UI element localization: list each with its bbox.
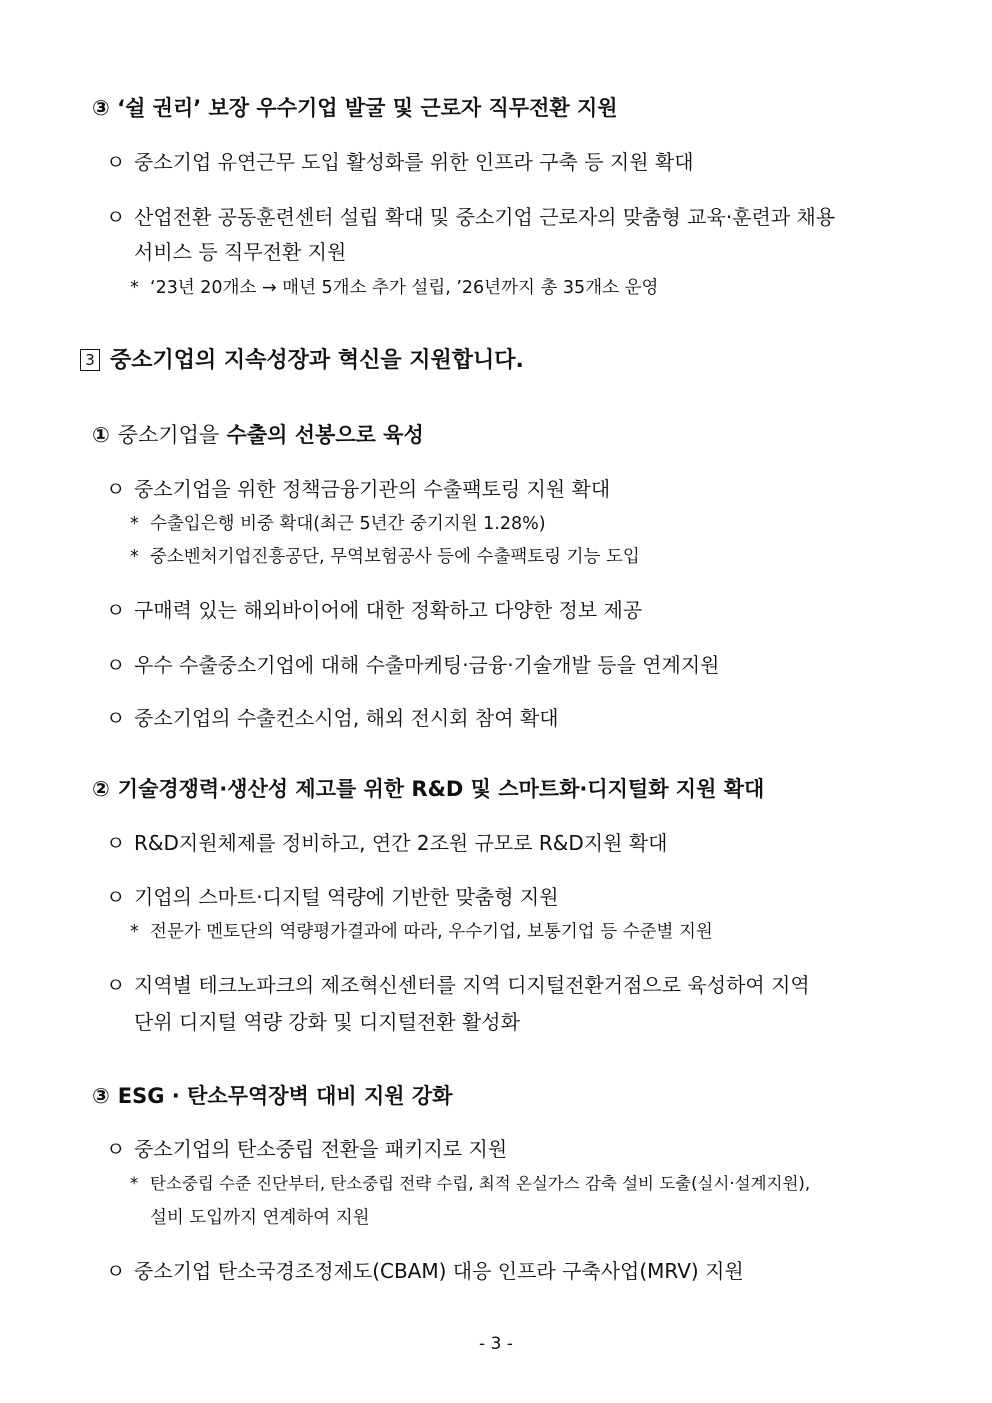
bullet-item: ㅇ 지역별 테크노파크의 제조혁신센터를 지역 디지털전환거점으로 육성하여 지역: [106, 973, 810, 997]
note-continuation: 설비 도입까지 연계하여 지원: [150, 1208, 370, 1228]
subsection-heading: ① 중소기업을 수출의 선봉으로 육성: [92, 423, 424, 447]
note-item: * 중소벤처기업진흥공단, 무역보험공사 등에 수출팩토링 기능 도입: [130, 547, 640, 567]
bullet-item: ㅇ 중소기업을 위한 정책금융기관의 수출팩토링 지원 확대: [106, 477, 611, 501]
bullet-continuation: 서비스 등 직무전환 지원: [134, 240, 347, 264]
subsection-heading: ③ ESG · 탄소무역장벽 대비 지원 강화: [92, 1084, 453, 1108]
note-item: * ‘23년 20개소 → 매년 5개소 추가 설립, ’26년까지 총 35개소 운영: [130, 278, 659, 298]
page-number: - 3 -: [479, 1334, 513, 1354]
section-heading: 3 중소기업의 지속성장과 혁신을 지원합니다.: [80, 343, 524, 374]
bullet-item: ㅇ 중소기업의 수출컨소시엄, 해외 전시회 참여 확대: [106, 706, 559, 730]
bullet-item: ㅇ 중소기업 탄소국경조정제도(CBAM) 대응 인프라 구축사업(MRV) 지원: [106, 1259, 744, 1283]
bullet-item: ㅇ 중소기업 유연근무 도입 활성화를 위한 인프라 구축 등 지원 확대: [106, 150, 694, 174]
bullet-item: ㅇ 우수 수출중소기업에 대해 수출마케팅·금융·기술개발 등을 연계지원: [106, 653, 720, 677]
note-item: * 전문가 멘토단의 역량평가결과에 따라, 우수기업, 보통기업 등 수준별 지원: [130, 922, 713, 942]
subsection-heading: ③ ‘쉴 권리’ 보장 우수기업 발굴 및 근로자 직무전환 지원: [92, 96, 618, 120]
bullet-item: ㅇ 기업의 스마트·디지털 역량에 기반한 맞춤형 지원: [106, 885, 559, 909]
bullet-item: ㅇ 구매력 있는 해외바이어에 대한 정확하고 다양한 정보 제공: [106, 598, 643, 622]
bullet-item: ㅇ 중소기업의 탄소중립 전환을 패키지로 지원: [106, 1137, 508, 1161]
note-item: * 수출입은행 비중 확대(최근 5년간 중기지원 1.28%): [130, 514, 546, 534]
note-item: * 탄소중립 수준 진단부터, 탄소중립 전략 수립, 최적 온실가스 감축 설비 도출(실시·설계지원),: [130, 1174, 811, 1193]
subsection-heading: ② 기술경쟁력·생산성 제고를 위한 R&D 및 스마트화·디지털화 지원 확대: [92, 777, 765, 801]
bullet-continuation: 단위 디지털 역량 강화 및 디지털전환 활성화: [134, 1010, 520, 1034]
section-number-box: 3: [80, 349, 100, 371]
bullet-item: ㅇ R&D지원체제를 정비하고, 연간 2조원 규모로 R&D지원 확대: [106, 831, 668, 855]
bullet-item: ㅇ 산업전환 공동훈련센터 설립 확대 및 중소기업 근로자의 맞춤형 교육·훈련과 채용: [106, 205, 836, 229]
